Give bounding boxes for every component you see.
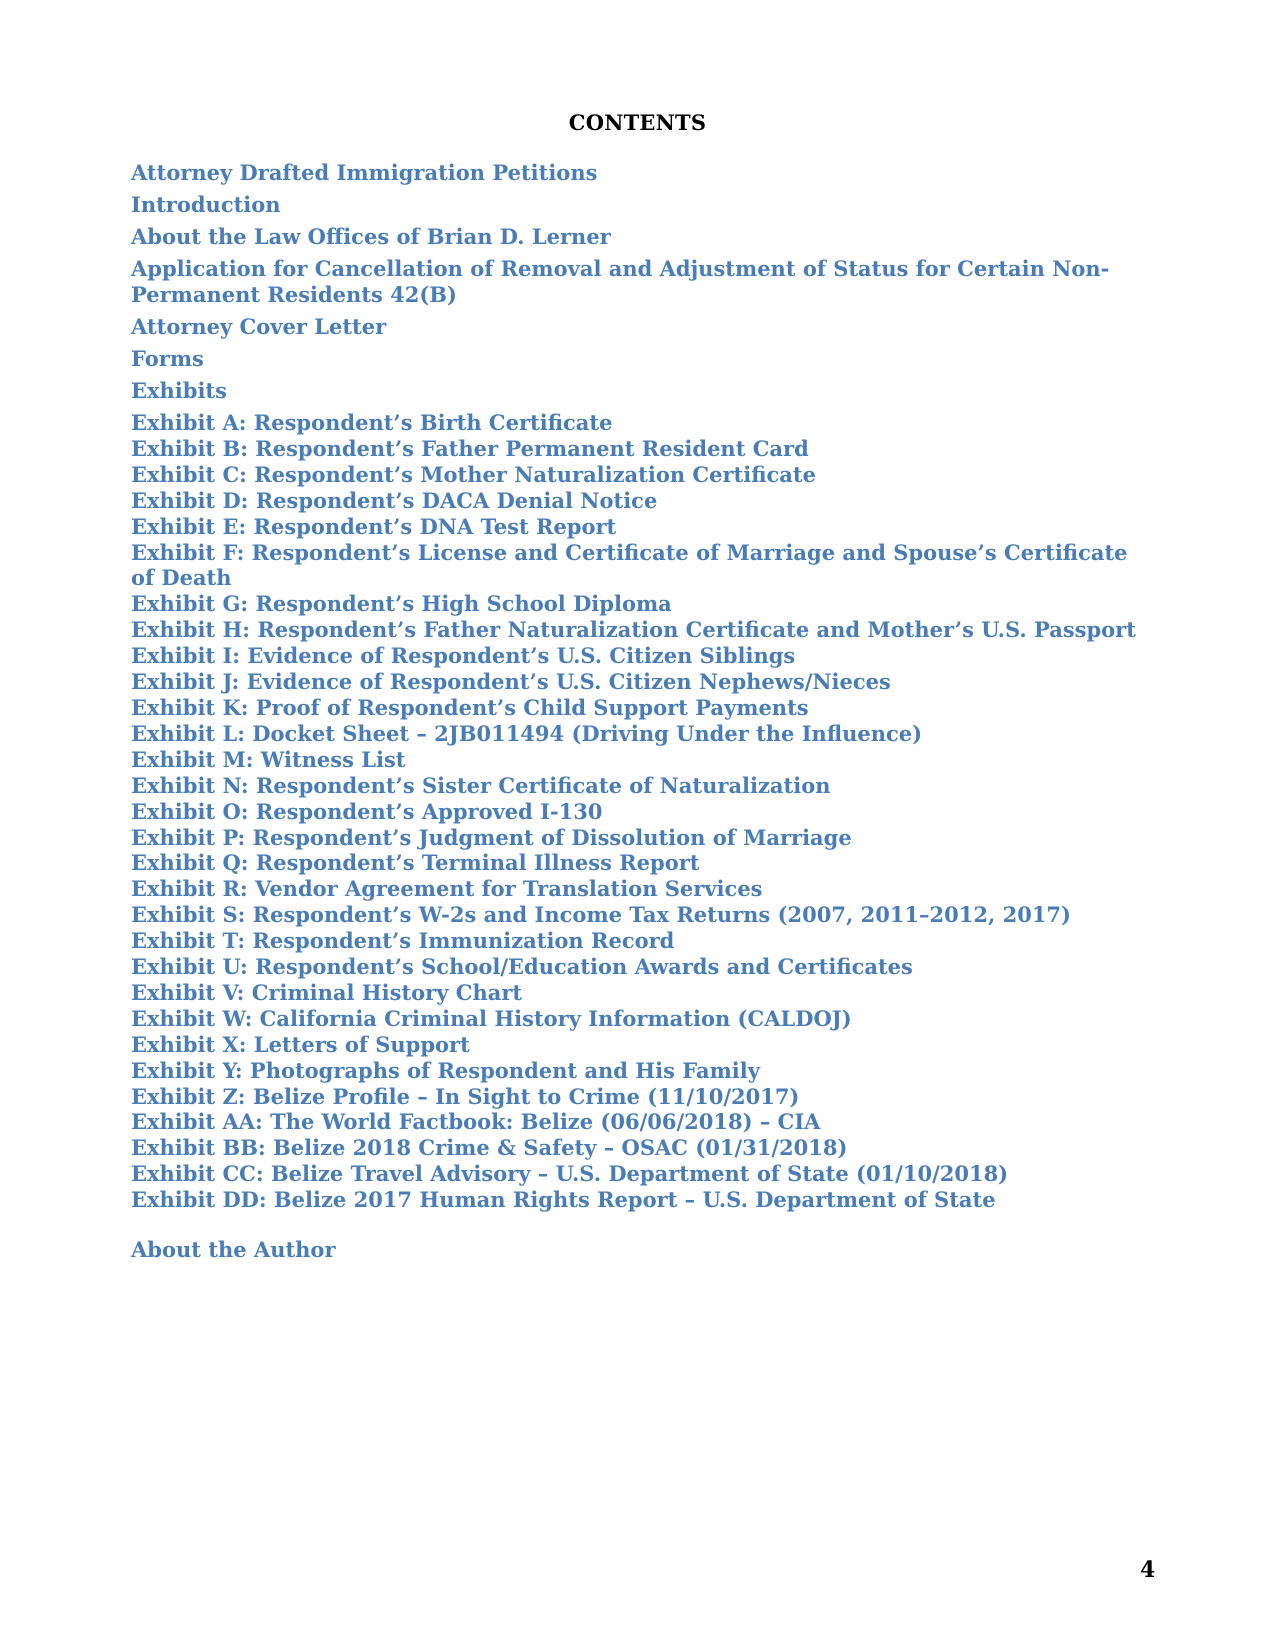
toc-link-exhibit-q[interactable]: Exhibit Q: Respondent’s Terminal Illness Report [131,850,700,876]
toc-link-exhibit-i[interactable]: Exhibit I: Evidence of Respondent’s U.S. Citizen Siblings [131,643,796,669]
toc-link-exhibit-o[interactable]: Exhibit O: Respondent’s Approved I-130 [131,798,603,824]
toc-link-exhibit-x[interactable]: Exhibit X: Letters of Support [131,1031,470,1057]
toc-link-exhibit-v[interactable]: Exhibit V: Criminal History Chart [131,979,523,1005]
toc-link-exhibit-f[interactable]: Exhibit F: Respondent’s License and Certificate of Marriage and Spouse’s Certificate of Death [131,539,1128,591]
page-number: 4 [1140,1557,1156,1583]
toc-link-exhibit-y[interactable]: Exhibit Y: Photographs of Respondent and His Family [131,1057,760,1083]
toc-link-exhibit-l[interactable]: Exhibit L: Docket Sheet – 2JB011494 (Driving Under the Influence) [131,720,923,746]
toc-link-exhibit-r[interactable]: Exhibit R: Vendor Agreement for Translation Services [131,876,763,902]
toc-link-exhibit-c[interactable]: Exhibit C: Respondent’s Mother Naturalization Certificate [131,461,816,487]
toc-link-exhibit-p[interactable]: Exhibit P: Respondent’s Judgment of Dissolution of Marriage [131,824,852,850]
toc-link-exhibit-g[interactable]: Exhibit G: Respondent’s High School Diploma [131,591,672,617]
toc-link-exhibit-z[interactable]: Exhibit Z: Belize Profile – In Sight to Crime (11/10/2017) [131,1083,800,1109]
toc-link-introduction[interactable]: Introduction [131,192,281,217]
toc-link-exhibit-h[interactable]: Exhibit H: Respondent’s Father Naturalization Certificate and Mother’s U.S. Passport [131,617,1136,643]
toc-link-exhibit-t[interactable]: Exhibit T: Respondent’s Immunization Record [131,928,675,954]
toc-link-exhibit-aa[interactable]: Exhibit AA: The World Factbook: Belize (06/06/2018) – CIA [131,1109,821,1135]
toc-link-forms[interactable]: Forms [131,346,204,371]
toc-link-exhibit-k[interactable]: Exhibit K: Proof of Respondent’s Child Support Payments [131,694,809,720]
toc-link-application-cancellation-removal[interactable]: Application for Cancellation of Removal and Adjustment of Status for Certain Non-Permanent Residents 42(B) [131,256,1110,307]
toc-link-attorney-cover-letter[interactable]: Attorney Cover Letter [131,314,387,339]
toc-link-attorney-drafted-petitions[interactable]: Attorney Drafted Immigration Petitions [131,160,598,185]
toc-link-exhibit-n[interactable]: Exhibit N: Respondent’s Sister Certificate of Naturalization [131,772,831,798]
toc-link-exhibit-u[interactable]: Exhibit U: Respondent’s School/Education Awards and Certificates [131,954,913,980]
toc-link-exhibit-j[interactable]: Exhibit J: Evidence of Respondent’s U.S. Citizen Nephews/Nieces [131,669,891,695]
toc-link-exhibit-a[interactable]: Exhibit A: Respondent’s Birth Certificate [131,410,613,435]
toc-link-exhibits[interactable]: Exhibits [131,378,227,403]
toc-link-exhibit-dd[interactable]: Exhibit DD: Belize 2017 Human Rights Report – U.S. Department of State [131,1187,996,1213]
toc-link-exhibit-w[interactable]: Exhibit W: California Criminal History Information (CALDOJ) [131,1005,852,1031]
toc-link-exhibit-b[interactable]: Exhibit B: Respondent’s Father Permanent Resident Card [131,435,809,461]
toc-exhibit-list [131,410,1151,1213]
toc-link-exhibit-e[interactable]: Exhibit E: Respondent’s DNA Test Report [131,513,617,539]
toc-link-exhibit-bb[interactable]: Exhibit BB: Belize 2018 Crime & Safety – OSAC (01/31/2018) [131,1135,848,1161]
table-of-contents [131,160,1151,1262]
toc-link-exhibit-cc[interactable]: Exhibit CC: Belize Travel Advisory – U.S. Department of State (01/10/2018) [131,1161,1009,1187]
toc-link-exhibit-d[interactable]: Exhibit D: Respondent’s DACA Denial Notice [131,487,658,513]
toc-link-about-the-author[interactable]: About the Author [131,1237,336,1263]
page-title: CONTENTS [568,110,707,135]
toc-link-exhibit-s[interactable]: Exhibit S: Respondent’s W-2s and Income Tax Returns (2007, 2011–2012, 2017) [131,902,1071,928]
toc-link-about-law-offices[interactable]: About the Law Offices of Brian D. Lerner [131,224,611,249]
toc-link-exhibit-m[interactable]: Exhibit M: Witness List [131,746,406,772]
toc-sections [131,160,1151,404]
